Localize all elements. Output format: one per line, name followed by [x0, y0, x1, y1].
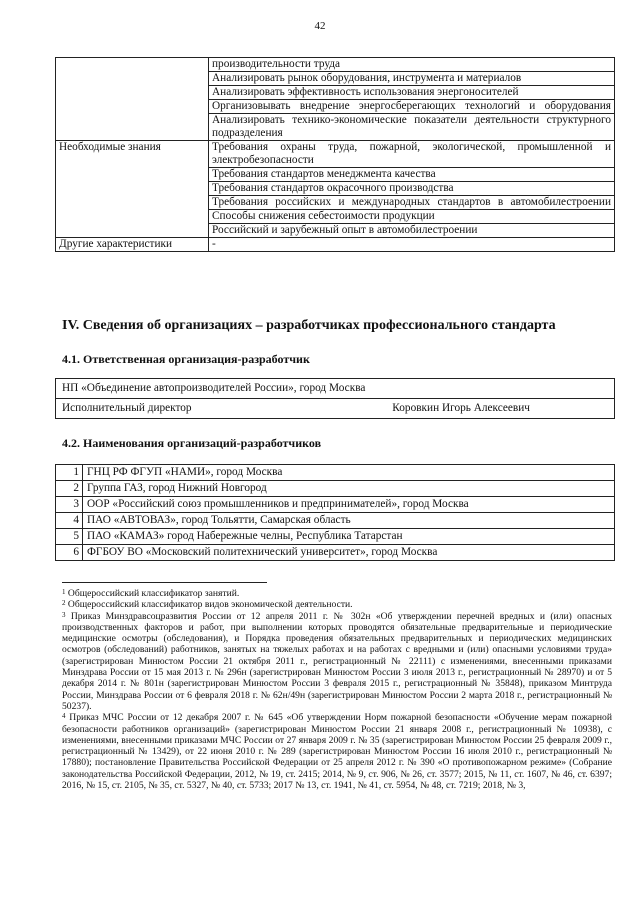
table-row [56, 141, 615, 168]
page-number: 42 [314, 20, 326, 32]
skills-table [55, 57, 615, 252]
footnote [62, 611, 612, 713]
developer-number: 5 [56, 529, 83, 545]
developer-name: ООР «Российский союз промышленников и предпринимателей», город Москва [83, 497, 615, 513]
responsible-org-table [55, 378, 615, 419]
row-label: Другие характеристики [56, 238, 209, 252]
director-position: Исполнительный директор [62, 402, 192, 414]
developers-heading: 4.2. Наименования организаций-разработчиков [62, 436, 322, 450]
developer-number: 2 [56, 481, 83, 497]
footnote-text: Общероссийский классификатор видов экономической деятельности. [65, 599, 353, 611]
table-row [56, 379, 615, 399]
row-label: Необходимые знания [56, 141, 209, 238]
row-text: Анализировать рынок оборудования, инструмента и материалов [209, 72, 615, 86]
row-text: Требования охраны труда, пожарной, экологической, промышленной и электробезопасности [209, 141, 615, 168]
footnote-text: Приказ МЧС России от 12 декабря 2007 г. № 645 «Об утверждении Норм пожарной безопасности «Обучение мерам пожарной безопасности работников организаций» (зарегистрирован Минюстом России 21 января 2008 г., регистрационный № 10938), с изменениями, внесенными приказами МЧС России от 27 января 2009 г. № 35 (зарегистрирован Минюстом России 25 февраля 2009 г., регистрационный № 13429), от 22 июня 2010 г. № 289 (зарегистрирован Минюстом России 16 июля 2010 г., регистрационный № 17880); постановление Правительства Российской Федерации от 25 апреля 2012 г. № 390 «О противопожарном режиме» (Собрание законодательства Российской Федерации, 2012, № 19, ст. 2415; 2014, № 9, ст. 906, № 26, ст. 3577; 2015, № 11, ст. 1607, № 46, ст. 6397; 2016, № 15, ст. 2105, № 35, ст. 5327, № 40, ст. 5733; 2017 № 13, ст. 1941, № 41, ст. 5954, № 48, ст. 7219; 2018, № 3, [62, 712, 612, 792]
footnotes [62, 588, 612, 791]
developer-name: ФГБОУ ВО «Московский политехнический университет», город Москва [83, 545, 615, 561]
director-name: Коровкин Игорь Алексеевич [392, 402, 530, 414]
footnote [62, 588, 612, 599]
table-row [56, 399, 615, 419]
section-title: IV. Сведения об организациях – разработчиках профессионального стандарта [62, 318, 556, 333]
developer-name: ПАО «КАМАЗ» город Набережные челны, Республика Татарстан [83, 529, 615, 545]
table-row [56, 497, 615, 513]
footnote [62, 712, 612, 791]
row-text: - [209, 238, 615, 252]
footnote-text: Приказ Минздравсоцразвития России от 12 апреля 2011 г. № 302н «Об утверждении перечней вредных и (или) опасных производственных факторов и работ, при выполнении которых проводятся обязательные предварительные и периодические медицинские осмотры (обследования), и Порядка проведения обязательных предварительных и периодических медицинских осмотров (обследований) работников, занятых на тяжелых работах и на работах с вредными и (или) опасными условиями труда» (зарегистрирован Минюстом России 21 октября 2011 г., регистрационный № 22111) с изменениями, внесенными приказами Минздрава России от 15 мая 2013 г. № 296н (зарегистрирован Минюстом России 3 июля 2013 г., регистрационный № 28970) и от 5 декабря 2014 г. № 801н (зарегистрирован Минюстом России 3 февраля 2015 г., регистрационный № 35848), приказом Минтруда России, Минздрава России от 6 февраля 2018 г. № 62н/49н (зарегистрирован Минюстом России 2 марта 2018 г., регистрационный № 50237). [62, 610, 612, 712]
row-text: Организовывать внедрение энергосберегающих технологий и оборудования [209, 100, 615, 114]
table-row [56, 513, 615, 529]
table-row [56, 465, 615, 481]
row-label [56, 58, 209, 141]
row-text: Требования стандартов менеджмента качества [209, 168, 615, 182]
developer-number: 1 [56, 465, 83, 481]
developer-number: 4 [56, 513, 83, 529]
footnote-mark: 3 [62, 610, 66, 619]
responsible-org-name: НП «Объединение автопроизводителей России», город Москва [56, 379, 615, 399]
table-row [56, 529, 615, 545]
developers-table [55, 464, 615, 561]
table-row [56, 238, 615, 252]
table-row [56, 545, 615, 561]
row-text: Анализировать технико-экономические показатели деятельности структурного подразделения [209, 114, 615, 141]
footnote-mark: 2 [62, 599, 66, 608]
developer-number: 6 [56, 545, 83, 561]
developer-name: ПАО «АВТОВАЗ», город Тольятти, Самарская область [83, 513, 615, 529]
developer-name: Группа ГАЗ, город Нижний Новгород [83, 481, 615, 497]
table-row [56, 481, 615, 497]
row-text: Требования российских и международных стандартов в автомобилестроении [209, 196, 615, 210]
row-text: Российский и зарубежный опыт в автомобилестроении [209, 224, 615, 238]
footnote-separator [62, 582, 267, 583]
row-text: производительности труда [209, 58, 615, 72]
footnote-text: Общероссийский классификатор занятий. [65, 588, 240, 599]
row-text: Требования стандартов окрасочного производства [209, 182, 615, 196]
footnote-mark: 1 [62, 588, 66, 596]
footnote [62, 599, 612, 610]
director-row [62, 402, 608, 415]
responsible-org-heading: 4.1. Ответственная организация-разработчик [62, 352, 310, 366]
footnote-mark: 4 [62, 712, 66, 721]
developer-number: 3 [56, 497, 83, 513]
table-row [56, 58, 615, 72]
row-text: Анализировать эффективность использования энергоносителей [209, 86, 615, 100]
developer-name: ГНЦ РФ ФГУП «НАМИ», город Москва [83, 465, 615, 481]
row-text: Способы снижения себестоимости продукции [209, 210, 615, 224]
